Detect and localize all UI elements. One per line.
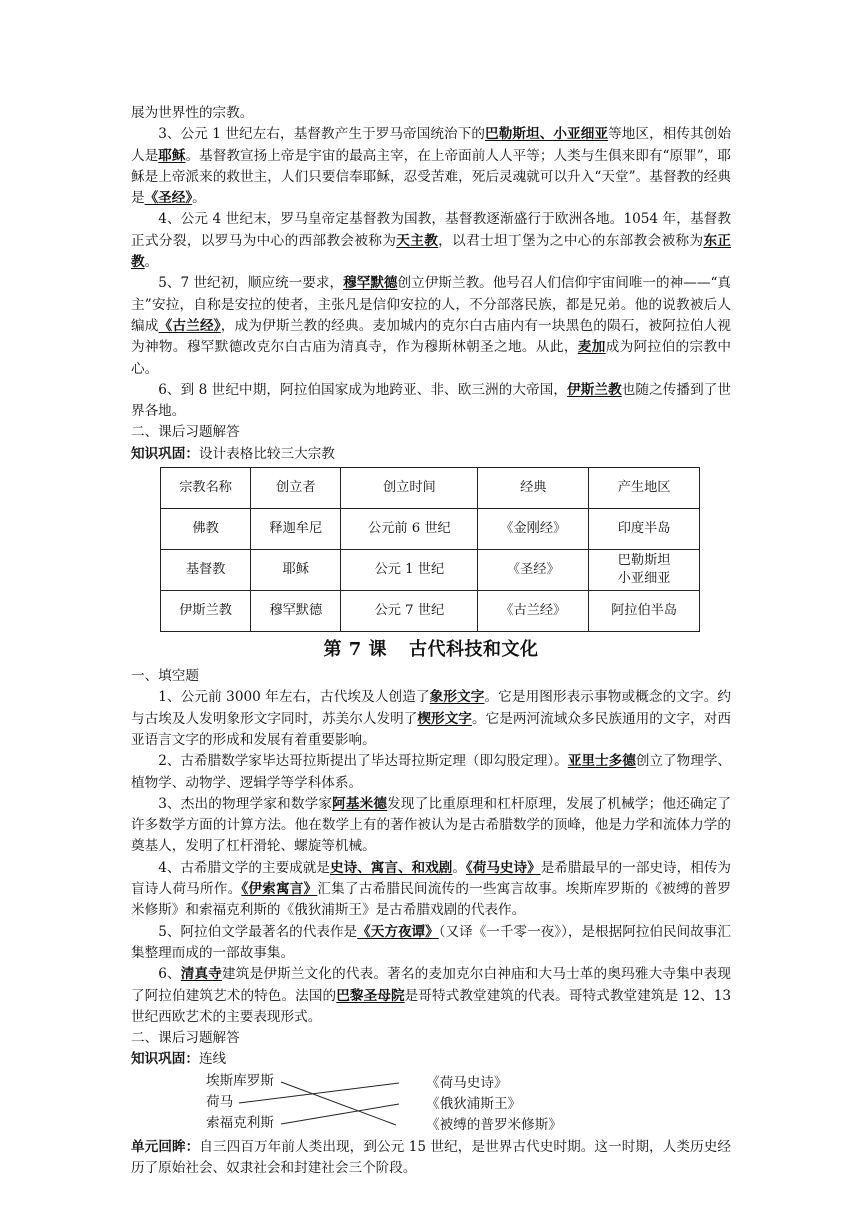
question-6: 6、清真寺建筑是伊斯兰文化的代表。著名的麦加克尔白神庙和大马士革的奥玛雅大寺集中表现了阿拉伯建筑艺术的特色。法国的巴黎圣母院是哥特式教堂建筑的代表。哥特式教堂建筑是 12、13 世纪西欧艺术的主要表现形式。 bbox=[131, 966, 732, 1025]
religion-comparison-table bbox=[160, 467, 700, 632]
keyword: 《古兰经》 bbox=[158, 317, 221, 334]
table-header-row bbox=[161, 468, 700, 509]
matching-lines bbox=[131, 1071, 731, 1137]
table-row bbox=[161, 550, 700, 591]
keyword: 《荷马史诗》 bbox=[465, 859, 541, 876]
lesson-title: 第 7 课 古代科技和文化 bbox=[323, 639, 539, 661]
keyword: 穆罕默德 bbox=[343, 275, 398, 292]
table-cell: 穆罕默德 bbox=[251, 591, 341, 632]
match-right-item: 《被缚的普罗米修斯》 bbox=[426, 1116, 562, 1133]
question-3: 3、杰出的物理学家和数学家阿基米德发现了比重原理和杠杆原理，发展了机械学；他还确定了许多数学方面的计算方法。他在数学上有的著作被认为是古希腊数学的顶峰，他是力学和流体力学的奠基人，发明了杠杆滑轮、螺旋等机械。 bbox=[131, 795, 732, 855]
question-1: 1、公元前 3000 年左右，古代埃及人创造了象形文字。它是用图形表示事物或概念的文字。约与古埃及人发明象形文字同时，苏美尔人发明了楔形文字。它是两河流域众多民族通用的文字，对西亚语言文字的形成和发展有着重要影响。 bbox=[131, 689, 732, 748]
table-header-cell: 产生地区 bbox=[589, 468, 700, 509]
table-row bbox=[161, 591, 700, 632]
table-header-cell: 宗教名称 bbox=[161, 468, 251, 509]
table-cell: 佛教 bbox=[161, 509, 251, 550]
table-row bbox=[161, 509, 700, 550]
section-heading: 二、课后习题解答 bbox=[131, 1030, 240, 1047]
table-header-cell: 创立时间 bbox=[341, 468, 478, 509]
table-header-cell: 经典 bbox=[478, 468, 589, 509]
table-cell: 《圣经》 bbox=[478, 550, 589, 591]
keyword: 史诗、寓言、和戏剧 bbox=[329, 859, 453, 876]
paragraph-schism: 4、公元 4 世纪末，罗马皇帝定基督教为国教，基督教逐渐盛行于欧洲各地。1054 年，基督教正式分裂，以罗马为中心的西部教会被称为天主教，以君士坦丁堡为之中心的东部教会被称为东正教。 bbox=[131, 211, 732, 271]
question-5: 5、阿拉伯文学最著名的代表作是《天方夜谭》（又译《一千零一夜》），是根据阿拉伯民间故事汇集整理而成的一部故事集。 bbox=[131, 923, 731, 961]
match-line bbox=[239, 1083, 399, 1103]
keyword: 《伊索寓言》 bbox=[241, 881, 318, 898]
paragraph-christianity: 3、公元 1 世纪左右，基督教产生于罗马帝国统治下的巴勒斯坦、小亚细亚等地区，相传其创始人是耶稣。基督教宣扬上帝是宇宙的最高主宰，在上帝面前人人平等；人类与生俱来即有“原罪”，耶稣是上帝派来的救世主，人们只要信奉耶稣，忍受苦难，死后灵魂就可以升入“天堂”。基督教的经典是《圣经》。 bbox=[131, 126, 732, 207]
keyword: 清真寺 bbox=[180, 966, 223, 983]
review-label: 知识巩固： bbox=[131, 1051, 199, 1068]
keyword: 伊斯兰教 bbox=[567, 381, 622, 398]
section-heading: 二、课后习题解答 bbox=[131, 424, 240, 441]
keyword: 东正教 bbox=[131, 232, 732, 271]
table-cell: 《古兰经》 bbox=[478, 591, 589, 632]
section-heading: 一、填空题 bbox=[131, 668, 199, 685]
match-left-item: 索福克利斯 bbox=[206, 1114, 274, 1131]
table-cell: 公元 7 世纪 bbox=[341, 591, 478, 632]
table-cell: 基督教 bbox=[161, 550, 251, 591]
question-2: 2、古希腊数学家毕达哥拉斯提出了毕达哥拉斯定理（即勾股定理）。亚里士多德创立了物理学、植物学、动物学、逻辑学等学科体系。 bbox=[131, 753, 732, 791]
match-line bbox=[281, 1082, 396, 1125]
keyword: 耶稣 bbox=[158, 147, 186, 164]
question-4: 4、古希腊文学的主要成就是史诗、寓言、和戏剧。《荷马史诗》是希腊最早的一部史诗，相传为盲诗人荷马所作。《伊索寓言》汇集了古希腊民间流传的一些寓言故事。埃斯库罗斯的《被缚的普罗米修斯》和索福克利斯的《俄狄浦斯王》是古希腊戏剧的代表作。 bbox=[131, 859, 732, 919]
document-content bbox=[131, 103, 731, 1179]
table-cell: 巴勒斯坦 小亚细亚 bbox=[589, 550, 700, 591]
keyword: 天主教 bbox=[396, 232, 439, 249]
keyword: 巴勒斯坦、小亚细亚 bbox=[485, 126, 609, 143]
table-cell: 释迦牟尼 bbox=[251, 509, 341, 550]
table-header-cell: 创立者 bbox=[251, 468, 341, 509]
match-left-item: 荷马 bbox=[206, 1093, 234, 1110]
table-cell: 印度半岛 bbox=[589, 509, 700, 550]
unit-review: 单元回眸：自三四百万年前人类出现，到公元 15 世纪，是世界古代史时期。这一时期，人类历史经历了原始社会、奴隶社会和封建社会三个阶段。 bbox=[131, 1138, 732, 1176]
table-cell: 耶稣 bbox=[251, 550, 341, 591]
knowledge-review: 知识巩固：连线 bbox=[131, 1051, 227, 1068]
keyword: 《圣经》 bbox=[144, 190, 193, 207]
knowledge-review: 知识巩固：设计表格比较三大宗教 bbox=[131, 445, 335, 462]
keyword: 阿基米德 bbox=[332, 795, 388, 812]
keyword: 象形文字 bbox=[429, 689, 485, 706]
keyword: 麦加 bbox=[577, 339, 606, 356]
table-cell: 伊斯兰教 bbox=[161, 591, 251, 632]
unit-review-label: 单元回眸： bbox=[131, 1138, 200, 1155]
match-line bbox=[281, 1104, 399, 1124]
review-label: 知识巩固： bbox=[131, 445, 199, 462]
paragraph-1: 展为世界性的宗教。 bbox=[131, 105, 254, 121]
match-right-item: 《荷马史诗》 bbox=[426, 1074, 508, 1091]
keyword: 巴黎圣母院 bbox=[336, 987, 405, 1004]
table-cell: 《金刚经》 bbox=[478, 509, 589, 550]
paragraph-spread: 6、到 8 世纪中期，阿拉伯国家成为地跨亚、非、欧三洲的大帝国，伊斯兰教也随之传播到了世界各地。 bbox=[131, 381, 732, 420]
matching-exercise bbox=[131, 1071, 731, 1137]
table-cell: 公元 1 世纪 bbox=[341, 550, 478, 591]
table-cell: 公元前 6 世纪 bbox=[341, 509, 478, 550]
match-left-item: 埃斯库罗斯 bbox=[206, 1072, 274, 1089]
keyword: 《天方夜谭》 bbox=[357, 923, 439, 940]
keyword: 楔形文字 bbox=[417, 710, 472, 727]
table-cell: 阿拉伯半岛 bbox=[589, 591, 700, 632]
keyword: 亚里士多德 bbox=[567, 753, 636, 770]
paragraph-islam: 5、7 世纪初，顺应统一要求，穆罕默德创立伊斯兰教。他号召人们信仰宇宙间唯一的神——“真主”安拉，自称是安拉的使者，主张凡是信仰安拉的人，不分部落民族，都是兄弟。他的说教被后人编成《古兰经》，成为伊斯兰教的经典。麦加城内的克尔白古庙内有一块黑色的陨石，被阿拉伯人视为神物。穆罕默德改克尔白古庙为清真寺，作为穆斯林朝圣之地。从此，麦加成为阿拉伯的宗教中心。 bbox=[131, 275, 732, 377]
match-right-item: 《俄狄浦斯王》 bbox=[426, 1095, 522, 1112]
